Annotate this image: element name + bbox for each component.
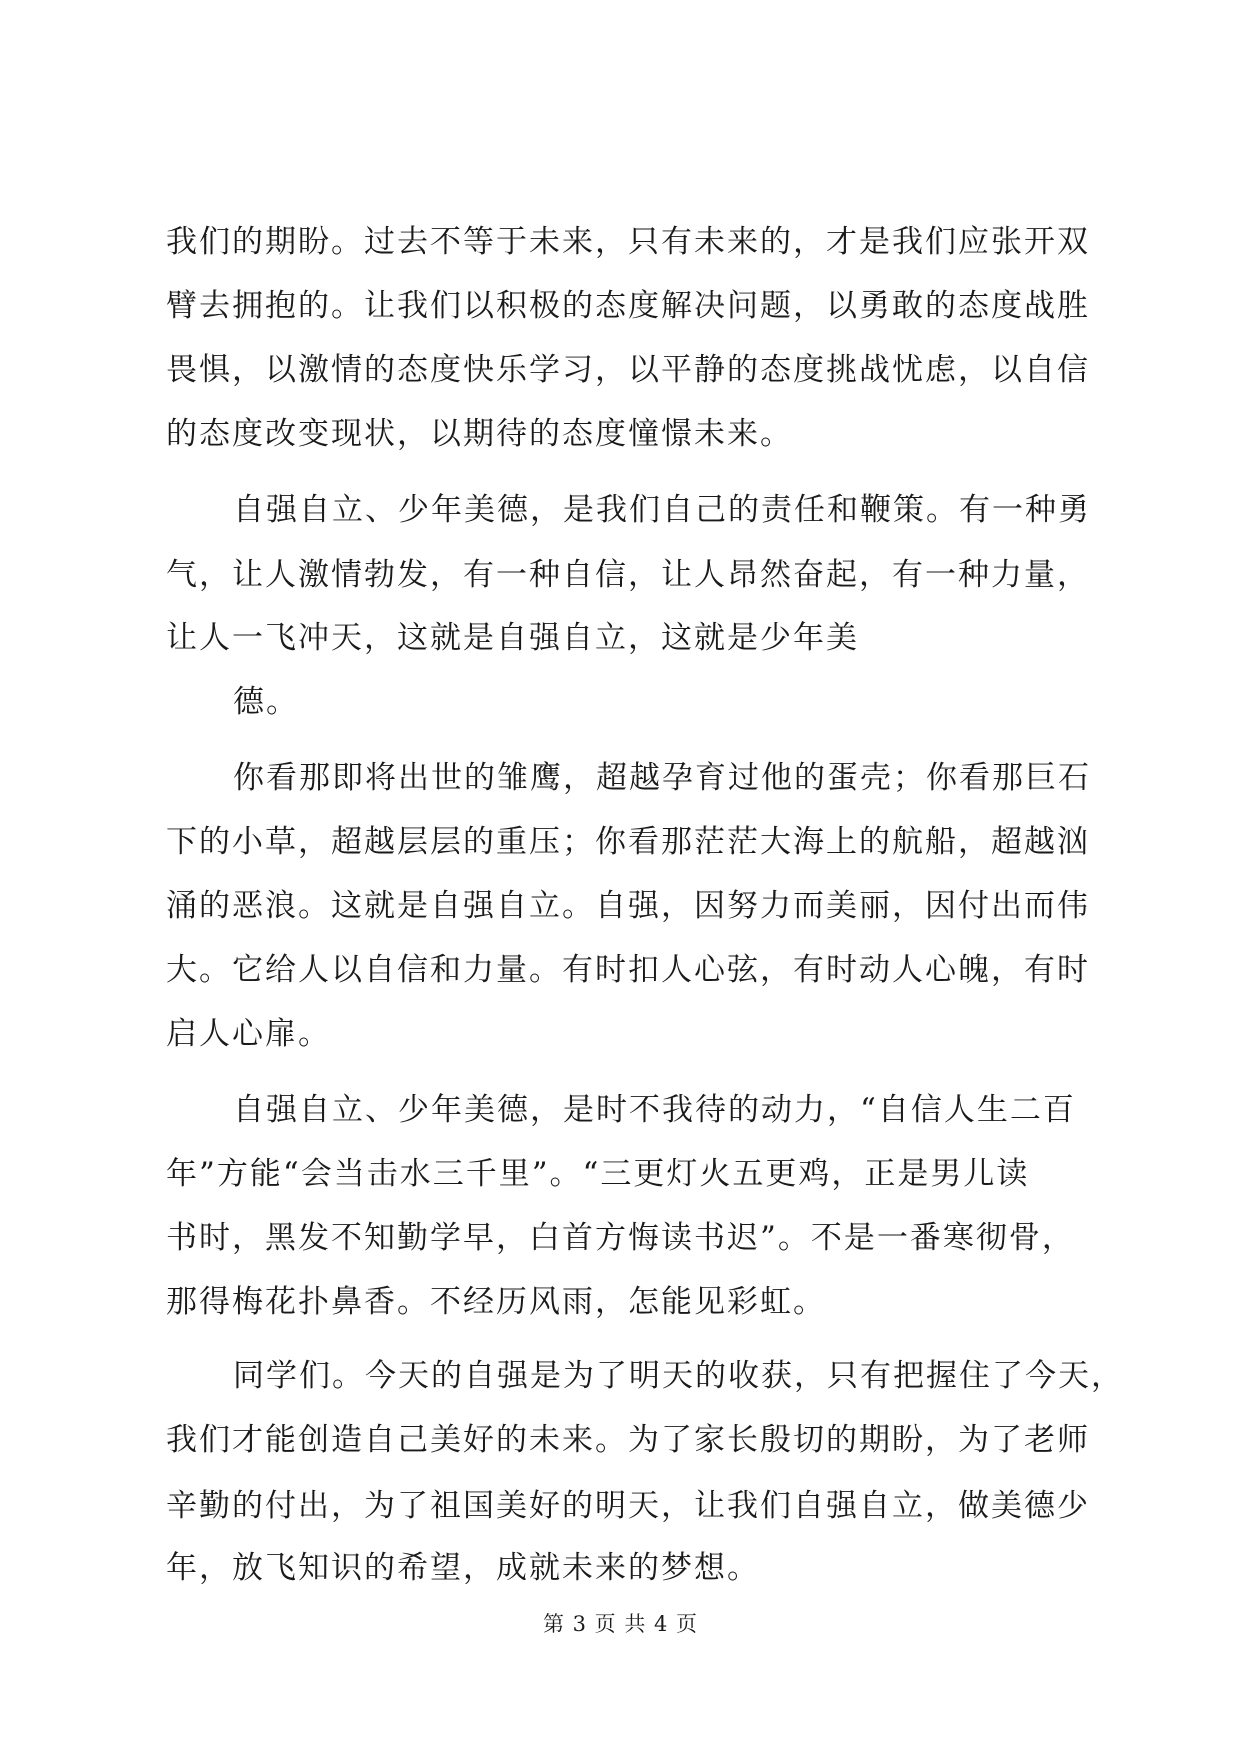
text-line: 那得梅花扑鼻香。不经历风雨，怎能见彩虹。 (166, 1284, 826, 1320)
text-line: 德。 (233, 684, 299, 720)
text-line: 自强自立、少年美德，是我们自己的责任和鞭策。有一种勇 (233, 492, 1091, 528)
text-line: 大。它给人以自信和力量。有时扣人心弦，有时动人心魄，有时 (166, 952, 1090, 988)
text-line: 年”方能“会当击水三千里”。“三更灯火五更鸡，正是男儿读 (166, 1156, 1030, 1192)
text-line: 下的小草，超越层层的重压；你看那茫茫大海上的航船，超越汹 (166, 824, 1090, 860)
text-line: 书时，黑发不知勤学早，白首方悔读书迟”。不是一番寒彻骨， (166, 1220, 1075, 1256)
text-line: 气，让人激情勃发，有一种自信，让人昂然奋起，有一种力量， (166, 557, 1090, 593)
text-line: 的态度改变现状，以期待的态度憧憬未来。 (166, 416, 793, 452)
text-line: 启人心扉。 (166, 1016, 331, 1052)
text-line: 自强自立、少年美德，是时不我待的动力，“自信人生二百 (233, 1092, 1076, 1128)
text-line: 我们的期盼。过去不等于未来，只有未来的，才是我们应张开双 (166, 224, 1090, 260)
text-line: 我们才能创造自己美好的未来。为了家长殷切的期盼，为了老师 (166, 1422, 1090, 1458)
text-line: 辛勤的付出，为了祖国美好的明天，让我们自强自立，做美德少 (166, 1488, 1090, 1524)
text-line: 臂去拥抱的。让我们以积极的态度解决问题，以勇敢的态度战胜 (166, 288, 1090, 324)
text-line: 你看那即将出世的雏鹰，超越孕育过他的蛋壳；你看那巨石 (233, 760, 1091, 796)
text-line: 涌的恶浪。这就是自强自立。自强，因努力而美丽，因付出而伟 (166, 888, 1090, 924)
text-line: 同学们。今天的自强是为了明天的收获，只有把握住了今天， (233, 1358, 1124, 1394)
page-footer: 第 3 页 共 4 页 (542, 1612, 699, 1636)
text-line: 畏惧，以激情的态度快乐学习，以平静的态度挑战忧虑，以自信 (166, 352, 1090, 388)
text-line: 让人一飞冲天，这就是自强自立，这就是少年美 (166, 620, 859, 656)
text-line: 年，放飞知识的希望，成就未来的梦想。 (166, 1550, 760, 1586)
